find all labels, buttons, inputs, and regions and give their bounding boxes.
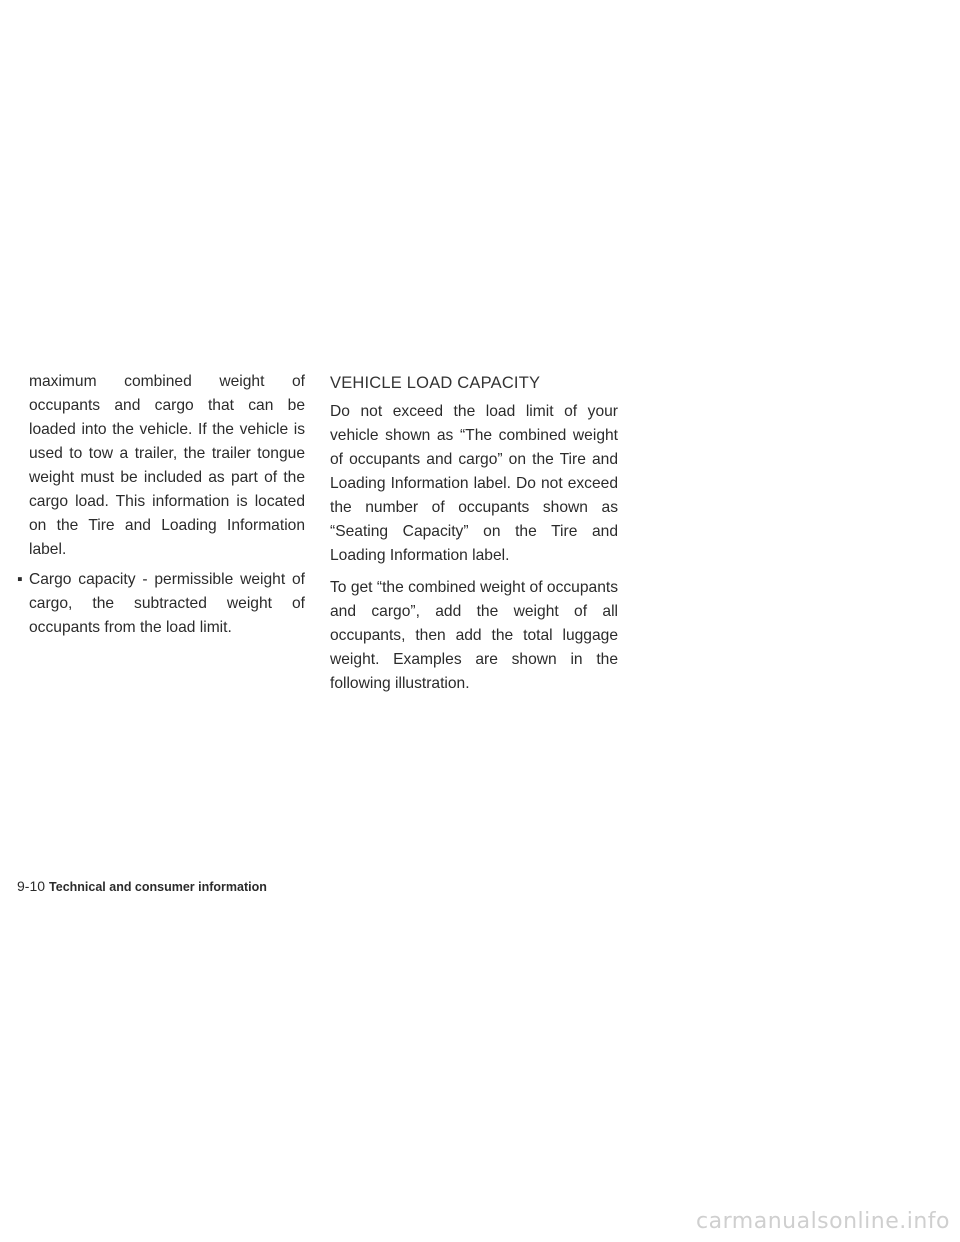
page-footer bbox=[17, 876, 267, 897]
right-column bbox=[330, 370, 618, 704]
bullet-item-cargo-capacity bbox=[17, 568, 305, 640]
combined-weight-paragraph: To get “the combined weight of occupants and cargo”, add the weight of all occupants, then add the total luggage weight. Examples are shown in the following illustration. bbox=[330, 579, 618, 692]
bullet-text: Cargo capacity - permissible weight of cargo, the subtracted weight of occupants from the load limit. bbox=[29, 571, 305, 636]
bullet-square-icon: ▪ bbox=[17, 571, 23, 588]
watermark: carmanualsonline.info bbox=[696, 1209, 950, 1234]
left-column bbox=[17, 370, 305, 640]
section-heading: VEHICLE LOAD CAPACITY bbox=[330, 374, 541, 392]
footer-section-title: Technical and consumer information bbox=[49, 880, 267, 894]
continuation-paragraph: maximum combined weight of occupants and cargo that can be loaded into the vehicle. If the vehicle is used to tow a trailer, the trailer tongue weight must be included as part of the cargo load. This information is located on the Tire and Loading Information label. bbox=[29, 373, 305, 558]
page-number: 9-10 bbox=[17, 878, 46, 894]
load-limit-paragraph: Do not exceed the load limit of your vehicle shown as “The combined weight of occupants and cargo” on the Tire and Loading Information label. Do not exceed the number of occupants shown as “Seating Capacity” on the Tire and Loading Information label. bbox=[330, 403, 618, 564]
